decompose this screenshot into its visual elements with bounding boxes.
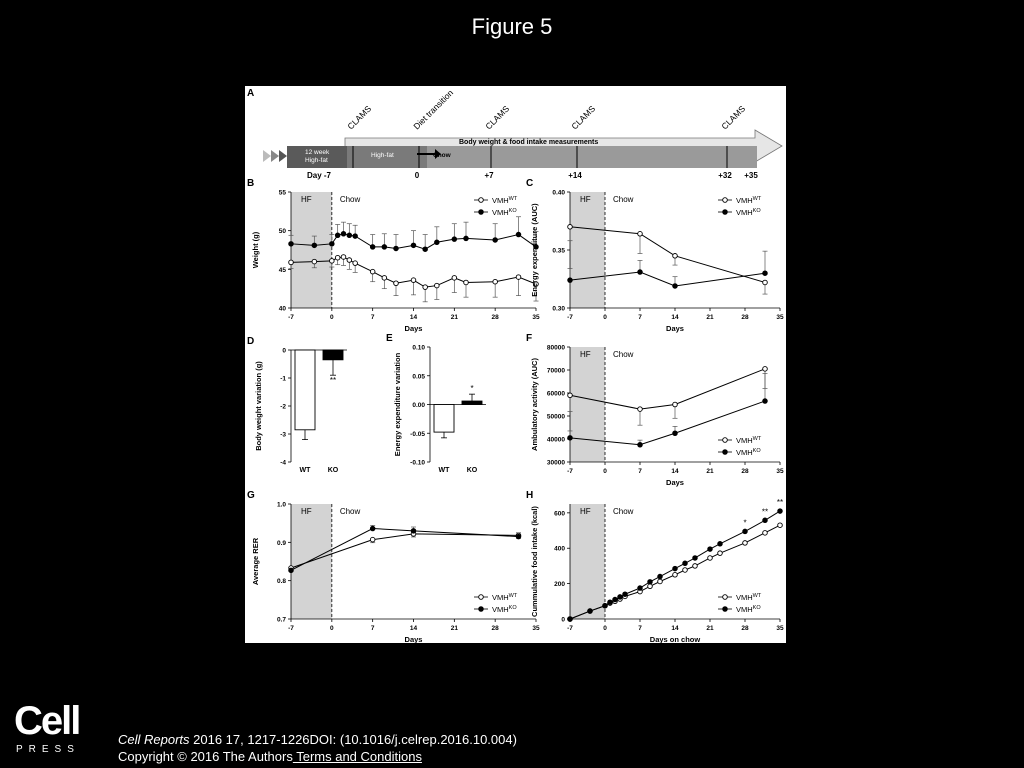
panel-label-F: F — [526, 333, 533, 344]
copyright-text: Copyright © 2016 The Authors — [118, 749, 293, 764]
logo-text: Cell — [14, 700, 80, 743]
terms-link[interactable]: Terms and Conditions — [292, 749, 422, 764]
legend-label: $VMH^{WT}$ — [736, 593, 762, 602]
x-tick-label: 21 — [450, 314, 458, 321]
panel-label-H: H — [526, 490, 534, 501]
data-point — [353, 234, 358, 239]
data-point — [608, 600, 613, 605]
timeline-day-label: +35 — [744, 171, 758, 180]
y-tick-label: 50 — [278, 228, 286, 236]
data-point — [673, 284, 678, 289]
x-tick-label: -7 — [567, 314, 573, 321]
x-tick-label: 14 — [671, 314, 679, 321]
x-tick-label: 0 — [603, 314, 607, 321]
data-point — [623, 592, 628, 597]
x-tick-label: 0 — [330, 625, 334, 632]
y-tick-label: 1.0 — [276, 501, 286, 509]
data-point — [648, 580, 653, 585]
legend-marker — [723, 607, 728, 612]
data-point — [423, 247, 428, 252]
data-point — [763, 399, 768, 404]
y-axis-label: Energy expenditure (AUC) — [530, 203, 539, 297]
legend-label: $VMH^{KO}$ — [492, 208, 517, 217]
data-point — [330, 242, 335, 247]
highfat-label: High-fat — [371, 152, 394, 159]
x-tick-label: 0 — [603, 625, 607, 632]
y-tick-label: 30000 — [546, 459, 565, 467]
data-point — [335, 255, 340, 260]
data-point — [289, 242, 294, 247]
chart-G — [247, 490, 540, 643]
data-point — [638, 270, 643, 275]
y-axis-label: Average RER — [251, 537, 260, 586]
x-tick-label: 28 — [491, 625, 499, 632]
y-tick-label: 0.30 — [552, 305, 565, 313]
chevron-icon — [263, 150, 271, 162]
legend-label: $VMH^{WT}$ — [736, 436, 762, 445]
y-tick-label: 600 — [554, 510, 565, 518]
data-point — [370, 537, 375, 542]
x-tick-label: 14 — [671, 625, 679, 632]
y-tick-label: 0.10 — [412, 344, 425, 352]
category-label: KO — [327, 467, 339, 474]
y-tick-label: 0.40 — [552, 189, 565, 197]
y-axis-label: Body weight variation (g) — [254, 361, 263, 451]
panel-label-E: E — [386, 333, 393, 344]
legend-marker — [723, 595, 728, 600]
chevron-icon — [279, 150, 287, 162]
data-point — [312, 259, 317, 264]
y-tick-label: 0.8 — [276, 578, 286, 586]
data-point — [778, 509, 783, 514]
x-tick-label: 35 — [532, 625, 540, 632]
data-point — [763, 531, 768, 536]
footer-citation — [118, 731, 517, 765]
data-point — [673, 431, 678, 436]
x-tick-label: 0 — [330, 314, 334, 321]
data-point — [435, 240, 440, 245]
data-point — [693, 556, 698, 561]
y-tick-label: 60000 — [546, 390, 565, 398]
chart-H — [526, 490, 784, 643]
x-axis-label: Days — [404, 635, 423, 643]
x-tick-label: 21 — [450, 625, 458, 632]
timeline-day-label: +14 — [568, 171, 582, 180]
data-point — [613, 597, 618, 602]
data-point — [763, 280, 768, 285]
data-point — [411, 529, 416, 534]
prefeed-label-1: 12 week — [305, 149, 330, 156]
y-axis-label: Weight (g) — [251, 231, 260, 269]
data-point — [370, 526, 375, 531]
figure-panel — [245, 86, 786, 643]
y-tick-label: 0.00 — [412, 402, 425, 409]
data-point — [370, 245, 375, 250]
timeline-day-label: +32 — [718, 171, 732, 180]
chart-E — [386, 333, 486, 474]
data-point — [658, 579, 663, 584]
timeline-panel — [247, 87, 782, 180]
data-point — [638, 442, 643, 447]
significance-marker: ** — [761, 507, 769, 517]
data-point — [673, 572, 678, 577]
data-point — [763, 271, 768, 276]
legend-marker — [479, 210, 484, 215]
chevron-icon — [271, 150, 279, 162]
shade-label-chow: Chow — [613, 195, 634, 204]
panel-label-B: B — [247, 178, 255, 189]
shade-label-hf: HF — [301, 195, 312, 204]
data-point — [683, 568, 688, 573]
data-point — [763, 367, 768, 372]
category-label: WT — [438, 467, 450, 474]
y-axis-label: Cummulative food intake (kcal) — [530, 506, 539, 617]
x-tick-label: 21 — [706, 468, 714, 475]
timeline-event-label: CLAMS — [719, 103, 748, 132]
x-tick-label: 35 — [776, 314, 784, 321]
data-point — [452, 276, 457, 281]
significance-marker: ** — [329, 376, 337, 386]
data-point — [382, 276, 387, 281]
data-point — [693, 564, 698, 569]
shaded-region — [291, 504, 332, 619]
timeline-event-label: Diet transition — [411, 87, 456, 132]
data-point — [718, 551, 723, 556]
shade-label-hf: HF — [580, 350, 591, 359]
x-tick-label: 28 — [741, 314, 749, 321]
data-point — [568, 278, 573, 283]
data-point — [673, 566, 678, 571]
chart-C — [526, 178, 784, 333]
x-tick-label: 21 — [706, 314, 714, 321]
data-point — [341, 255, 346, 260]
data-point — [673, 402, 678, 407]
shade-label-chow: Chow — [613, 507, 634, 516]
data-point — [341, 231, 346, 236]
x-tick-label: -7 — [288, 314, 294, 321]
x-axis-label: Days — [404, 324, 423, 333]
data-point — [289, 260, 294, 265]
legend-marker — [723, 210, 728, 215]
bar — [295, 350, 315, 430]
timeline-day-label: Day -7 — [306, 171, 332, 180]
data-point — [683, 561, 688, 566]
data-point — [658, 574, 663, 579]
legend-marker — [479, 198, 484, 203]
x-tick-label: 14 — [409, 314, 418, 321]
data-point — [708, 547, 713, 552]
chart-F — [526, 333, 784, 487]
timeline-day-label: 0 — [414, 171, 420, 180]
y-tick-label: -2 — [280, 403, 286, 411]
shade-label-chow: Chow — [339, 195, 361, 204]
y-tick-label: -0.05 — [410, 430, 425, 438]
x-tick-label: 14 — [409, 625, 418, 632]
shaded-region — [570, 504, 605, 619]
data-point — [312, 243, 317, 248]
chow-label: Chow — [433, 152, 451, 159]
data-point — [347, 258, 352, 263]
x-axis-label: Days — [666, 324, 684, 333]
shaded-region — [570, 192, 605, 308]
x-tick-label: 35 — [532, 314, 540, 321]
y-tick-label: 45 — [278, 266, 286, 274]
data-point — [708, 556, 713, 561]
category-label: WT — [299, 467, 311, 474]
legend-marker — [723, 198, 728, 203]
x-tick-label: 35 — [776, 625, 784, 632]
shade-label-hf: HF — [580, 195, 591, 204]
data-point — [638, 407, 643, 412]
x-axis-label: Days — [666, 478, 684, 487]
data-point — [411, 243, 416, 248]
x-tick-label: 28 — [741, 468, 749, 475]
x-tick-label: 35 — [776, 468, 784, 475]
data-point — [568, 617, 573, 622]
y-tick-label: 0.9 — [276, 539, 286, 547]
chart-D — [247, 336, 347, 474]
y-tick-label: 0 — [282, 347, 286, 355]
data-point — [568, 393, 573, 398]
legend-label: $VMH^{KO}$ — [492, 605, 517, 614]
legend-label: $VMH^{KO}$ — [736, 208, 761, 217]
y-tick-label: 0.7 — [276, 616, 286, 624]
y-axis-label: Ambulatory activity (AUC) — [530, 358, 539, 451]
chart-B — [247, 178, 540, 333]
legend-label: $VMH^{WT}$ — [736, 196, 762, 205]
prefeed-label-2: High-fat — [305, 157, 328, 164]
y-axis-label: Energy expenditure variation — [393, 352, 402, 457]
category-label: KO — [466, 467, 478, 474]
data-point — [394, 246, 399, 251]
x-tick-label: -7 — [567, 625, 573, 632]
data-point — [778, 523, 783, 528]
legend-marker — [479, 607, 484, 612]
y-tick-label: 40 — [278, 305, 286, 313]
legend-marker — [723, 438, 728, 443]
legend-label: $VMH^{WT}$ — [492, 593, 518, 602]
data-point — [493, 238, 498, 243]
data-point — [638, 586, 643, 591]
shaded-region — [570, 347, 605, 462]
data-point — [588, 609, 593, 614]
y-tick-label: 0.05 — [412, 373, 425, 381]
cell-press-logo — [14, 700, 86, 756]
panel-label-D: D — [247, 336, 255, 347]
data-point — [568, 436, 573, 441]
bar — [462, 401, 482, 404]
y-tick-label: 0.35 — [552, 247, 565, 255]
x-tick-label: -7 — [567, 468, 573, 475]
timeline-event-label: CLAMS — [483, 103, 512, 132]
significance-marker: * — [470, 384, 474, 394]
data-point — [673, 254, 678, 259]
data-point — [435, 283, 440, 288]
y-tick-label: -3 — [280, 431, 286, 439]
data-point — [289, 568, 294, 573]
data-point — [353, 261, 358, 266]
x-axis-label: Days on chow — [649, 635, 701, 643]
data-point — [568, 225, 573, 230]
panel-label-C: C — [526, 178, 534, 189]
y-tick-label: 400 — [554, 545, 565, 553]
data-point — [743, 529, 748, 534]
y-tick-label: -0.10 — [410, 459, 425, 467]
y-tick-label: 200 — [554, 581, 565, 589]
y-tick-label: 80000 — [546, 344, 565, 352]
data-point — [493, 279, 498, 284]
x-tick-label: 14 — [671, 468, 679, 475]
x-tick-label: 21 — [706, 625, 714, 632]
citation-text: 2016 17, 1217-1226DOI: (10.1016/j.celrep.2016.10.004) — [189, 732, 517, 747]
data-point — [452, 237, 457, 242]
timeline-event-label: CLAMS — [345, 103, 374, 132]
significance-marker: ** — [776, 498, 784, 508]
data-point — [335, 233, 340, 238]
legend-marker — [479, 595, 484, 600]
figure-svg — [245, 86, 786, 643]
data-point — [603, 603, 608, 608]
data-point — [370, 269, 375, 274]
bar — [323, 350, 343, 360]
x-tick-label: -7 — [288, 625, 294, 632]
x-tick-label: 28 — [741, 625, 749, 632]
x-tick-label: 28 — [491, 314, 499, 321]
shade-label-hf: HF — [301, 507, 312, 516]
y-tick-label: -4 — [280, 459, 286, 467]
data-point — [516, 534, 521, 539]
data-point — [763, 518, 768, 523]
significance-marker: * — [743, 518, 747, 528]
x-tick-label: 7 — [638, 314, 642, 321]
x-tick-label: 0 — [603, 468, 607, 475]
data-point — [347, 233, 352, 238]
x-tick-label: 7 — [370, 625, 375, 632]
shaded-region — [291, 192, 332, 308]
y-tick-label: -1 — [280, 375, 286, 383]
data-point — [618, 595, 623, 600]
y-tick-label: 55 — [278, 189, 286, 197]
data-point — [330, 259, 335, 264]
x-tick-label: 7 — [638, 625, 642, 632]
slide-title: Figure 5 — [471, 14, 553, 39]
data-point — [648, 584, 653, 589]
shade-label-chow: Chow — [613, 350, 634, 359]
y-tick-label: 0 — [561, 616, 565, 624]
data-point — [394, 281, 399, 286]
data-point — [411, 278, 416, 283]
y-tick-label: 40000 — [546, 436, 565, 444]
bar-title: Body weight & food intake measurements — [459, 139, 599, 146]
data-point — [423, 285, 428, 290]
legend-marker — [723, 450, 728, 455]
logo-subtext: PRESS — [16, 744, 80, 755]
journal-name: Cell Reports — [118, 732, 190, 747]
legend-label: $VMH^{KO}$ — [736, 448, 761, 457]
panel-label-A: A — [247, 88, 255, 99]
y-tick-label: 50000 — [546, 413, 565, 421]
timeline-day-label: +7 — [484, 171, 494, 180]
data-point — [516, 232, 521, 237]
y-tick-label: 70000 — [546, 367, 565, 375]
legend-label: $VMH^{WT}$ — [492, 196, 518, 205]
legend-label: $VMH^{KO}$ — [736, 605, 761, 614]
data-point — [638, 231, 643, 236]
shade-label-chow: Chow — [339, 507, 361, 516]
x-tick-label: 7 — [638, 468, 642, 475]
timeline-event-label: CLAMS — [569, 103, 598, 132]
shade-label-hf: HF — [580, 507, 591, 516]
x-tick-label: 7 — [370, 314, 375, 321]
panel-label-G: G — [247, 490, 255, 501]
data-point — [516, 275, 521, 280]
data-point — [382, 245, 387, 250]
data-point — [718, 542, 723, 547]
data-point — [743, 541, 748, 546]
data-point — [464, 280, 469, 285]
bar — [434, 405, 454, 433]
data-point — [464, 236, 469, 241]
